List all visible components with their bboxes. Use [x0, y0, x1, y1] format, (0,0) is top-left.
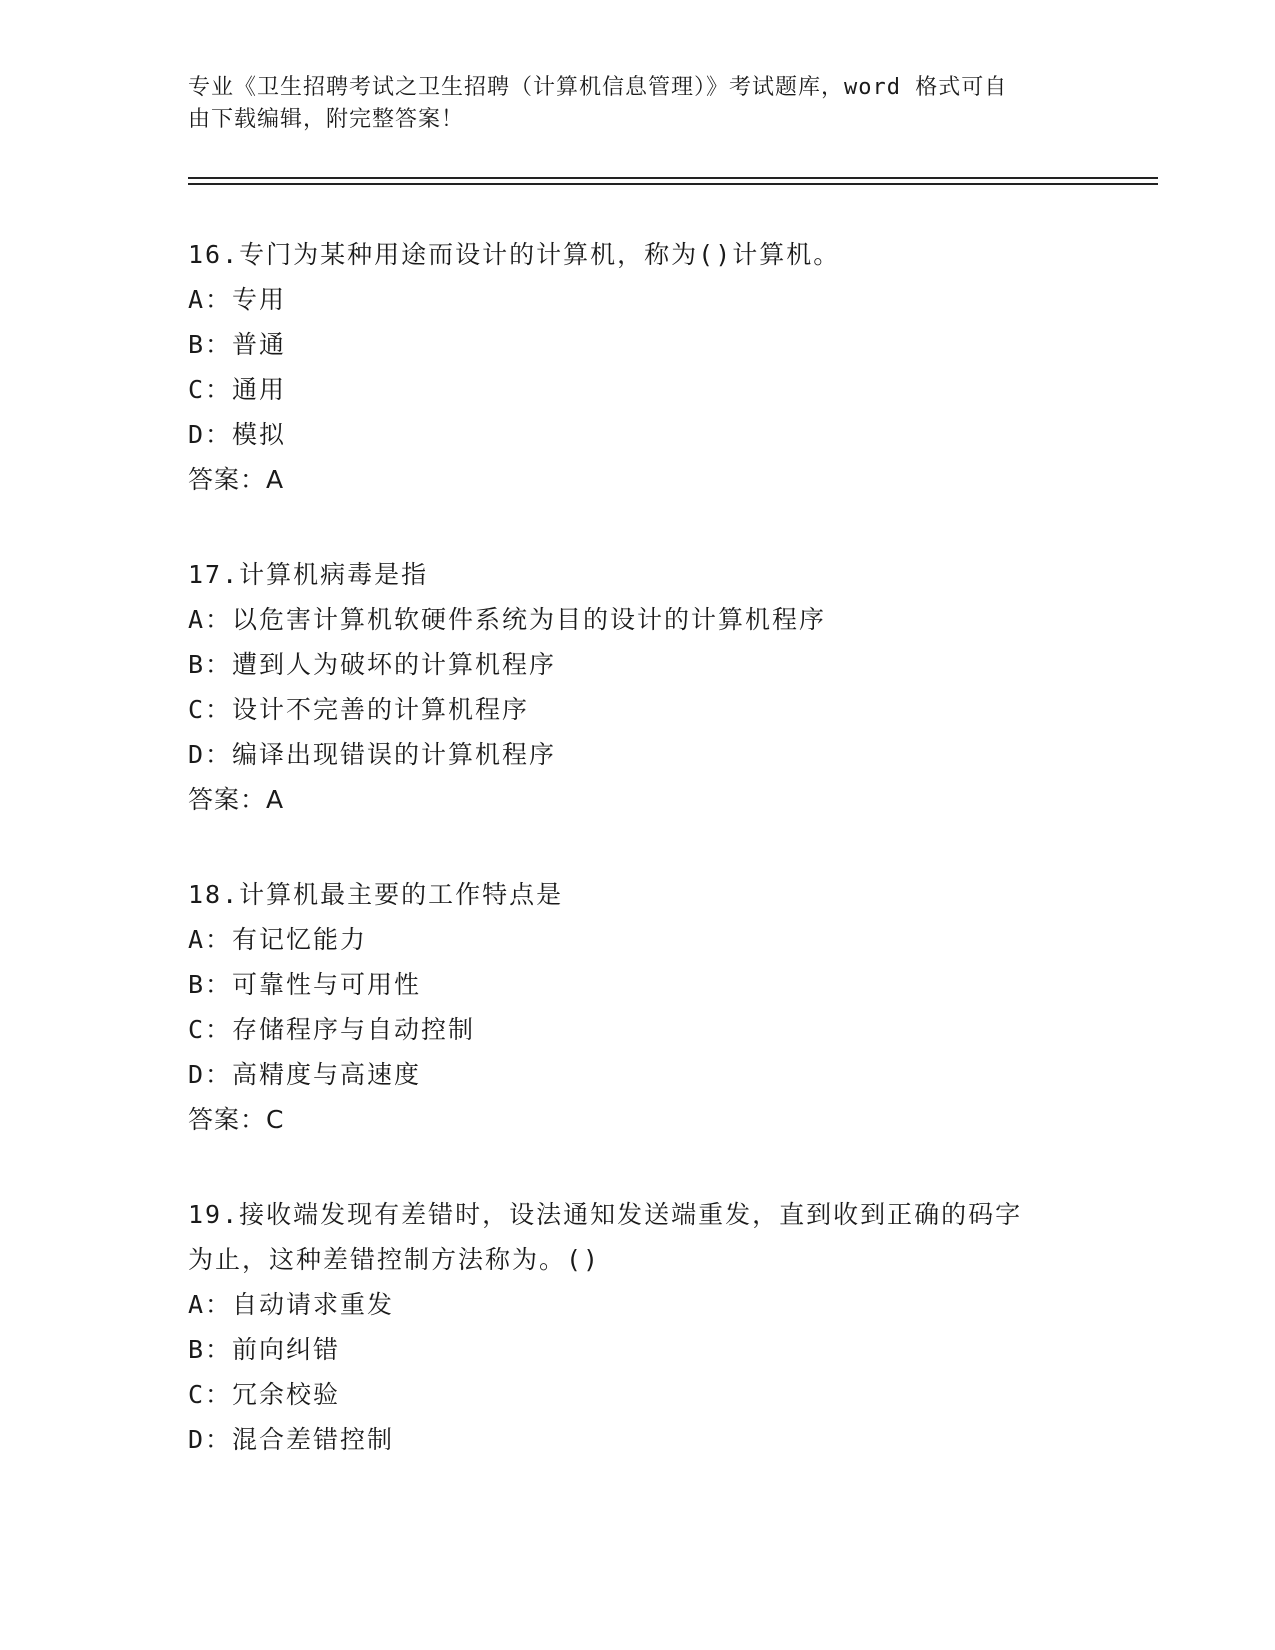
question-stem: 17.计算机病毒是指 [188, 560, 429, 589]
option-a [188, 597, 1188, 642]
option-b [188, 642, 1188, 687]
option-a [188, 917, 1188, 962]
option-text: 通用 [232, 375, 287, 404]
option-letter: D： [188, 1425, 233, 1454]
option-text: 自动请求重发 [232, 1290, 395, 1319]
option-letter: D： [188, 740, 233, 769]
option-text: 遭到人为破坏的计算机程序 [232, 650, 557, 679]
question-stem-line-1: 19.接收端发现有差错时，设法通知发送端重发，直到收到正确的码字 [188, 1200, 1023, 1229]
option-text: 有记忆能力 [232, 925, 368, 954]
answer-line: 答案：C [188, 1105, 285, 1134]
option-text: 可靠性与可用性 [232, 970, 422, 999]
question-17 [188, 552, 1188, 822]
option-letter: D： [188, 420, 233, 449]
question-stem: 18.计算机最主要的工作特点是 [188, 880, 564, 909]
option-text: 前向纠错 [232, 1335, 341, 1364]
header-divider-bottom [188, 183, 1158, 185]
question-18 [188, 872, 1188, 1142]
option-c [188, 1372, 1188, 1417]
answer-line: 答案：A [188, 465, 285, 494]
option-c [188, 1007, 1188, 1052]
document-intro [188, 72, 1068, 136]
option-letter: C： [188, 375, 233, 404]
option-a [188, 1282, 1188, 1327]
option-letter: A： [188, 925, 233, 954]
question-stem-line-2: 为止，这种差错控制方法称为。() [188, 1245, 601, 1274]
header-divider-top [188, 177, 1158, 179]
option-letter: A： [188, 605, 233, 634]
option-text: 专用 [232, 285, 287, 314]
option-b [188, 962, 1188, 1007]
option-text: 混合差错控制 [232, 1425, 395, 1454]
option-letter: B： [188, 330, 233, 359]
option-c [188, 367, 1188, 412]
option-text: 以危害计算机软硬件系统为目的设计的计算机程序 [232, 605, 827, 634]
option-text: 高精度与高速度 [232, 1060, 422, 1089]
option-letter: A： [188, 1290, 233, 1319]
option-c [188, 687, 1188, 732]
answer-line: 答案：A [188, 785, 285, 814]
option-d [188, 732, 1188, 777]
option-text: 普通 [232, 330, 287, 359]
option-letter: B： [188, 970, 233, 999]
option-d [188, 1417, 1188, 1462]
option-letter: C： [188, 695, 233, 724]
question-19 [188, 1192, 1188, 1462]
option-a [188, 277, 1188, 322]
option-letter: A： [188, 285, 233, 314]
option-letter: B： [188, 650, 233, 679]
question-16 [188, 232, 1188, 502]
option-letter: C： [188, 1015, 233, 1044]
intro-line-1: 专业《卫生招聘考试之卫生招聘（计算机信息管理）》考试题库，word 格式可自 [188, 75, 1008, 100]
option-text: 编译出现错误的计算机程序 [232, 740, 557, 769]
option-text: 存储程序与自动控制 [232, 1015, 476, 1044]
option-letter: D： [188, 1060, 233, 1089]
option-d [188, 412, 1188, 457]
question-stem: 16.专门为某种用途而设计的计算机，称为()计算机。 [188, 240, 841, 269]
intro-line-2: 由下载编辑，附完整答案！ [188, 107, 465, 132]
option-text: 模拟 [232, 420, 287, 449]
option-text: 冗余校验 [232, 1380, 341, 1409]
option-text: 设计不完善的计算机程序 [232, 695, 530, 724]
option-b [188, 322, 1188, 367]
option-d [188, 1052, 1188, 1097]
option-b [188, 1327, 1188, 1372]
option-letter: C： [188, 1380, 233, 1409]
option-letter: B： [188, 1335, 233, 1364]
